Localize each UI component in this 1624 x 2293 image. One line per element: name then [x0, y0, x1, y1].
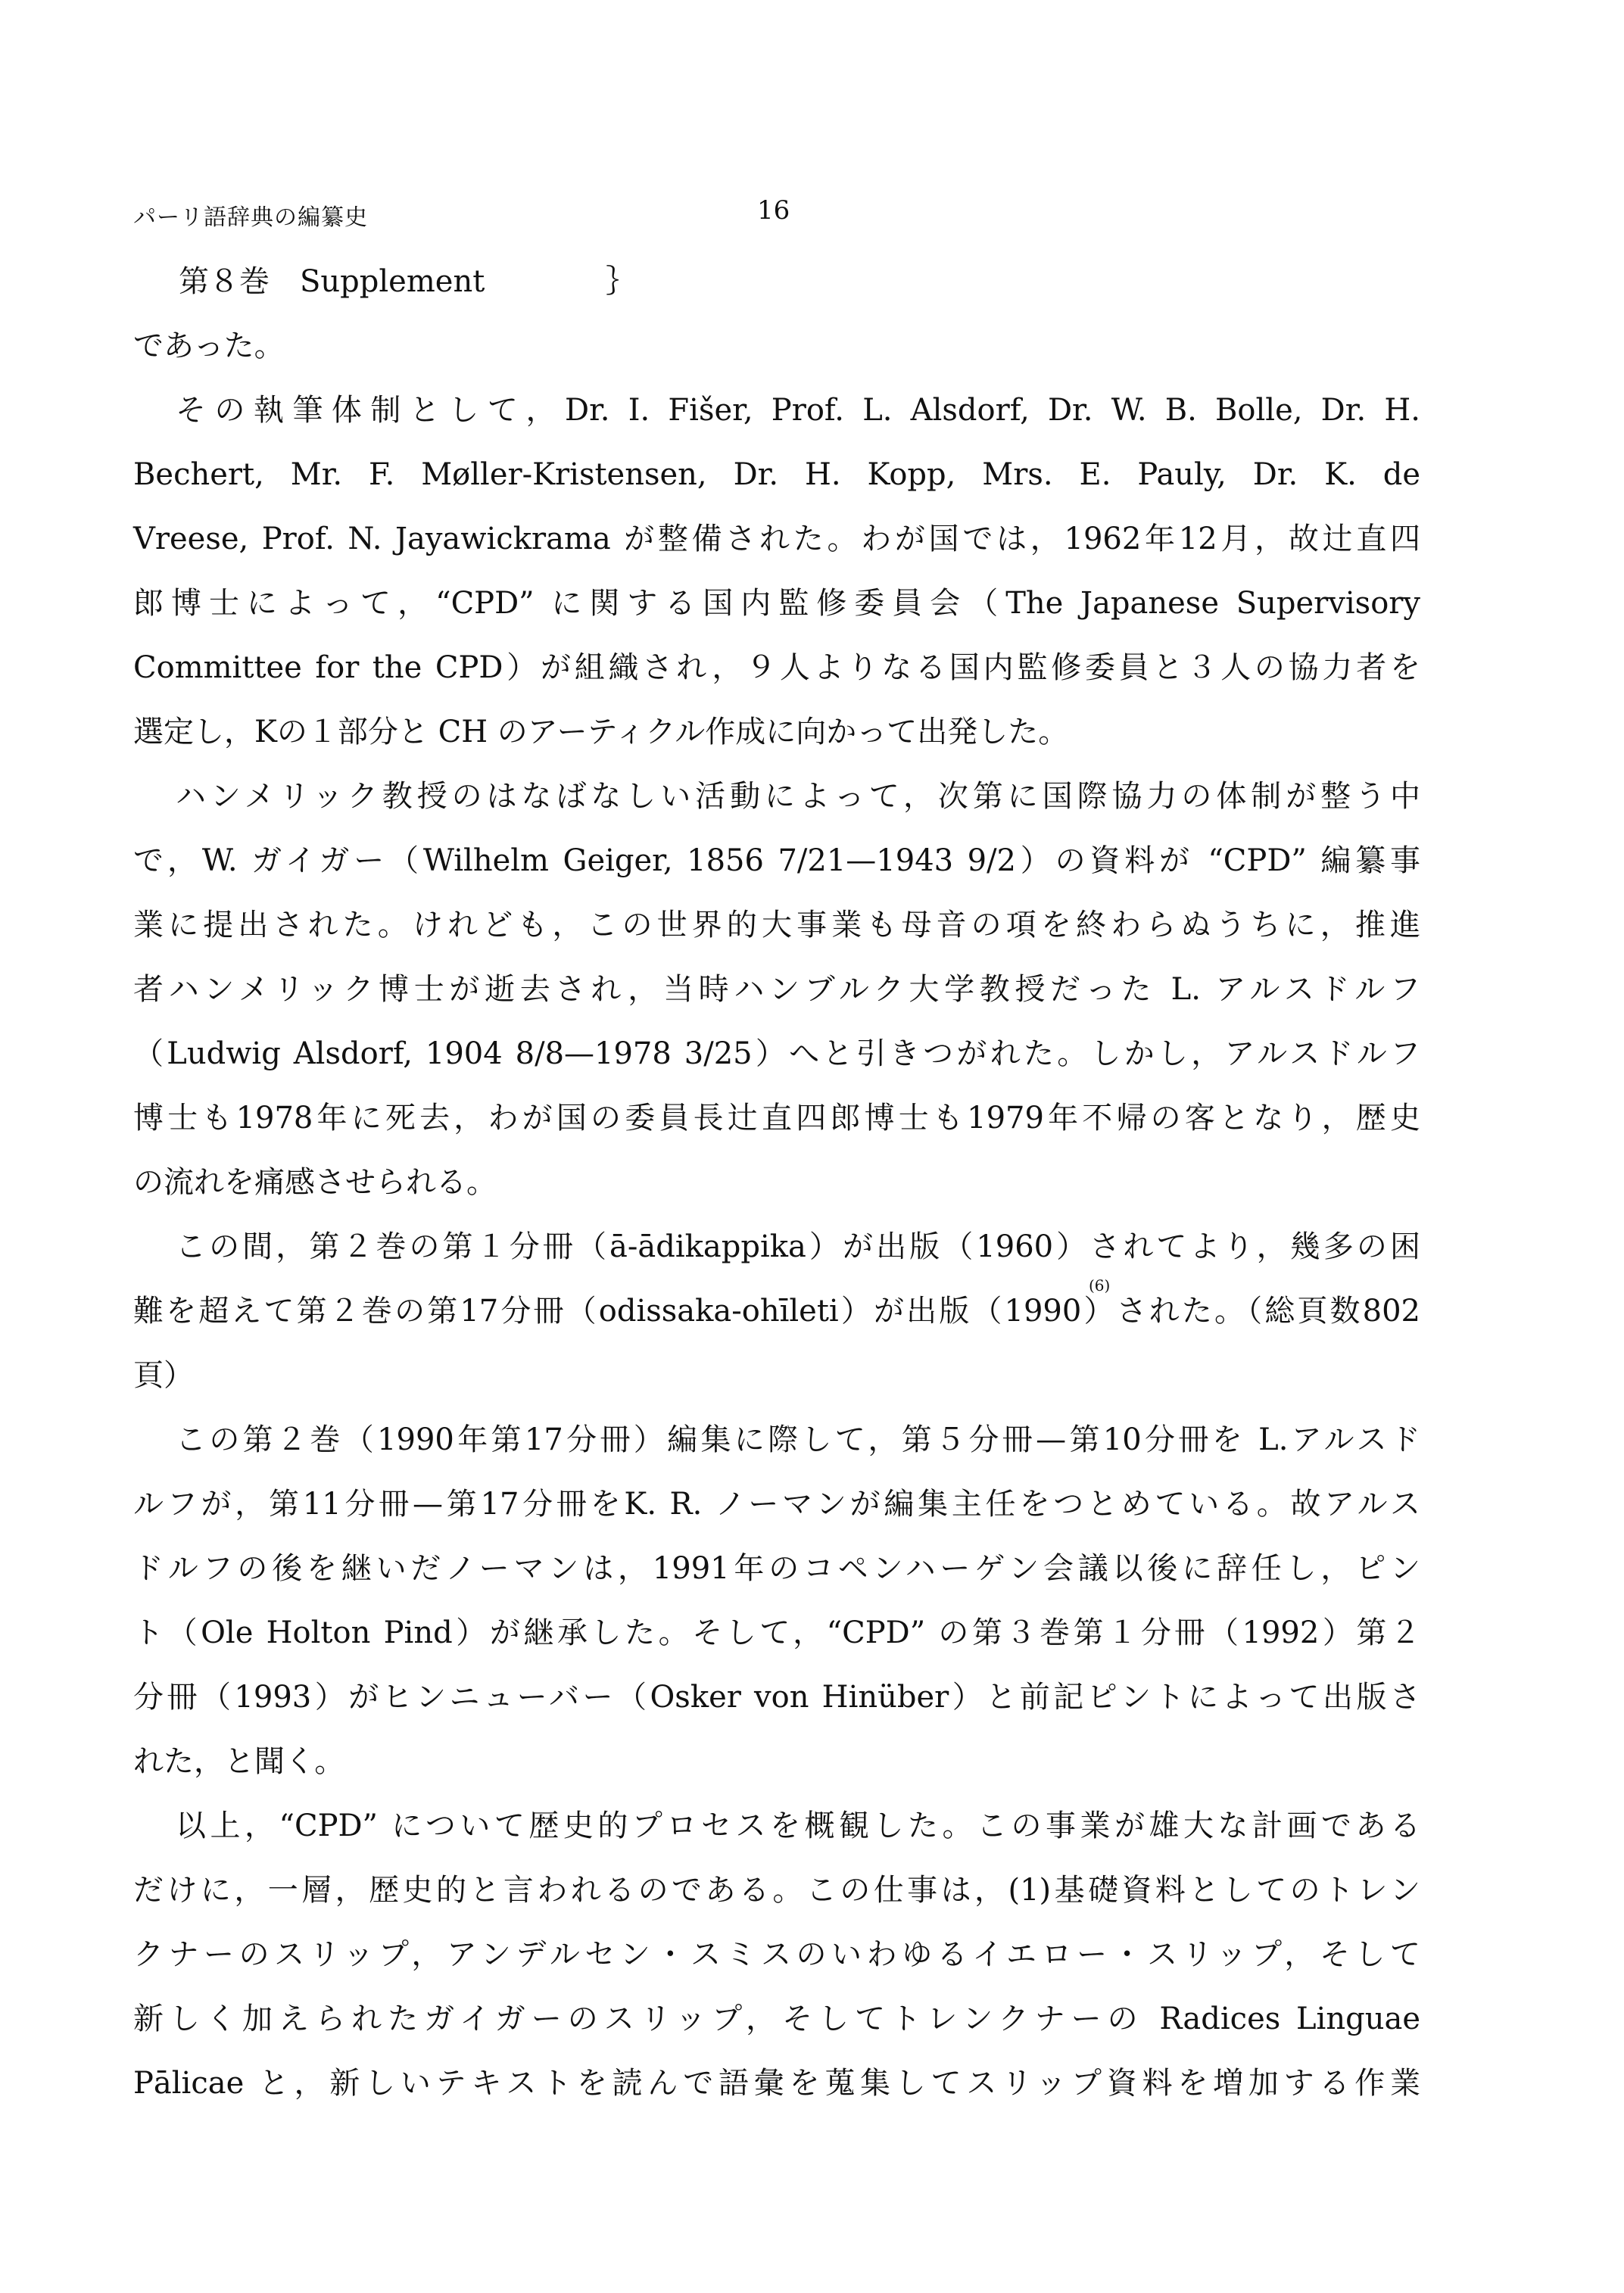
text-line: 難を超えて第２巻の第17分冊（odissaka-ohīleti）が出版（1990）された。（総頁数802	[133, 1294, 1420, 1329]
text-line: 者ハンメリック博士が逝去され，当時ハンブルク大学教授だった L. アルスドルフ	[133, 972, 1420, 1007]
text-line: Vreese, Prof. N. Jayawickrama が整備された。わが国では，1962年12月，故辻直四	[133, 522, 1420, 556]
text-line: その執筆体制として，Dr. I. Fišer, Prof. L. Alsdorf, Dr. W. B. Bolle, Dr. H.	[176, 393, 1420, 428]
text-line: であった。	[133, 329, 285, 363]
text-line: 選定し，Kの１部分と CH のアーティクル作成に向かって出発した。	[133, 715, 1069, 749]
text-line: 第８巻 Supplement ｝	[179, 264, 637, 299]
text-line: で，W. ガイガー（Wilhelm Geiger, 1856 7/21—1943 9/2）の資料が “CPD” 編纂事	[133, 843, 1420, 878]
body-text	[133, 250, 1420, 2116]
text-line: Bechert, Mr. F. Møller-Kristensen, Dr. H. Kopp, Mrs. E. Pauly, Dr. K. de	[133, 457, 1420, 492]
text-line: Pālicae と，新しいテキストを読んで語彙を蒐集してスリップ資料を増加する作業	[133, 2066, 1420, 2101]
text-line: 業に提出された。けれども，この世界的大事業も母音の項を終わらぬうちに，推進	[133, 908, 1420, 942]
text-line: ルフが，第11分冊—第17分冊をK. R. ノーマンが編集主任をつとめている。故アルス	[133, 1487, 1420, 1522]
text-line: の流れを痛感させられる。	[133, 1165, 497, 1200]
text-line: 分冊（1993）がヒンニューバー（Osker von Hinüber）と前記ピントによって出版さ	[133, 1680, 1420, 1715]
text-line-with-footnote	[133, 1276, 1420, 1344]
text-line: （Ludwig Alsdorf, 1904 8/8—1978 3/25）へと引きつがれた。しかし，アルスドルフ	[133, 1036, 1420, 1071]
text-line: Committee for the CPD）が組織され，９人よりなる国内監修委員と３人の協力者を	[133, 650, 1420, 685]
text-line: クナーのスリップ，アンデルセン・スミスのいわゆるイエロー・スリップ，そして	[133, 1937, 1420, 1972]
text-line: 博士も1978年に死去，わが国の委員長辻直四郎博士も1979年不帰の客となり，歴史	[133, 1101, 1420, 1136]
text-line: ト（Ole Holton Pind）が継承した。そして，“CPD” の第３巻第１分冊（1992）第２	[133, 1615, 1420, 1650]
text-line: この第２巻（1990年第17分冊）編集に際して，第５分冊—第10分冊を L.アルスド	[176, 1422, 1420, 1457]
text-line: ハンメリック教授のはなばなしい活動によって，次第に国際協力の体制が整う中	[176, 779, 1420, 814]
text-line: ドルフの後を継いだノーマンは，1991年のコペンハーゲン会議以後に辞任し，ピン	[133, 1551, 1420, 1586]
page-number: 16	[757, 195, 790, 226]
text-line: れた，と聞く。	[133, 1744, 345, 1779]
text-line: この間，第２巻の第１分冊（ā-ādikappika）が出版（1960）されてより，幾多の困	[176, 1229, 1420, 1264]
text-line: 新しく加えられたガイガーのスリップ，そしてトレンクナーの Radices Linguae	[133, 2002, 1420, 2036]
text-line: 頁）	[133, 1358, 194, 1393]
text-line: 郎博士によって，“CPD” に関する国内監修委員会（The Japanese Supervisory	[133, 586, 1420, 621]
text-line: 以上，“CPD” について歴史的プロセスを概観した。この事業が雄大な計画である	[176, 1809, 1420, 1843]
footnote-marker: (6)	[1089, 1276, 1111, 1294]
running-header-title: パーリ語辞典の編纂史	[133, 204, 368, 231]
text-line: だけに，一層，歴史的と言われるのである。この仕事は，(1)基礎資料としてのトレン	[133, 1873, 1420, 1908]
